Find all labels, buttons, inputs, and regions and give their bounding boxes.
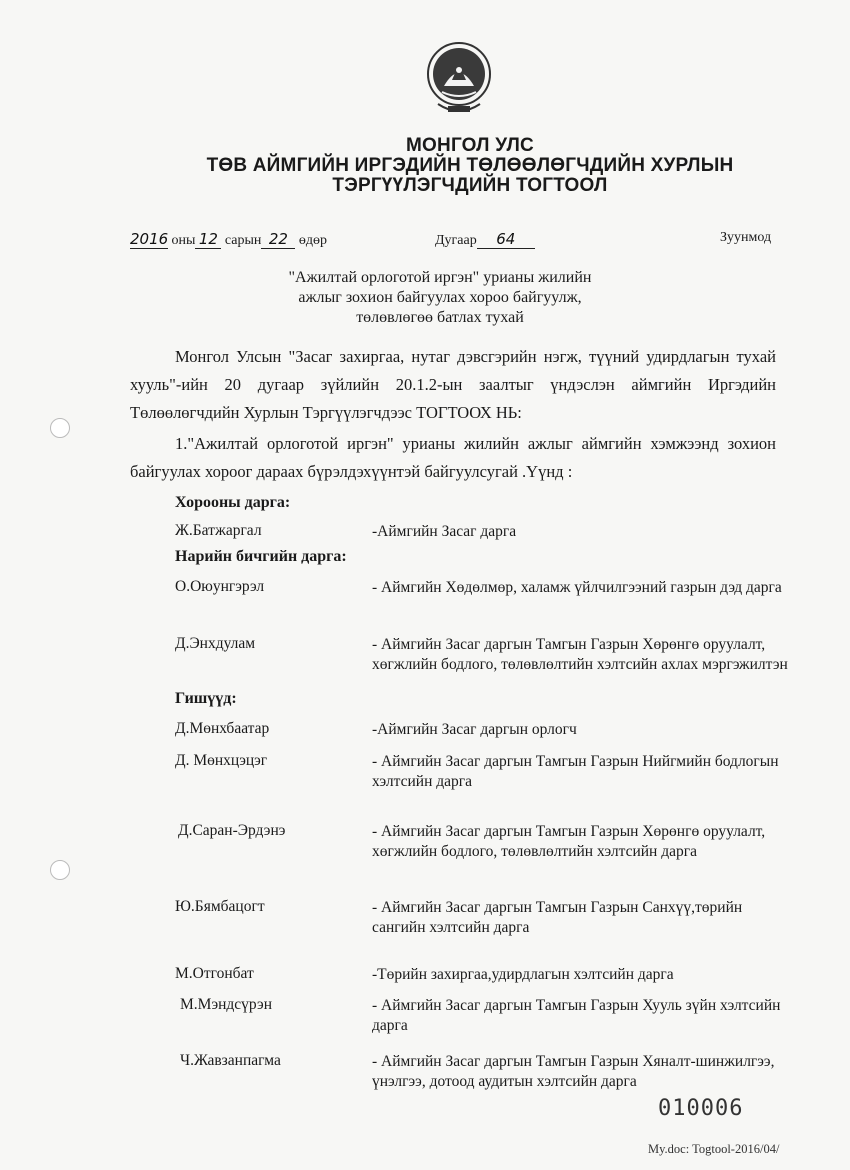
member-position: - Аймгийн Засаг даргын Тамгын Газрын Нийгмийн бодлогын хэлтсийн дарга	[372, 753, 779, 790]
member-name: О.Оюунгэрэл	[175, 578, 265, 595]
state-emblem-icon	[424, 40, 494, 120]
member-position: - Аймгийн Засаг даргын Тамгын Газрын Хууль зүйн хэлтсийн дарга	[372, 997, 781, 1034]
footer-file-reference: My.doc: Togtool-2016/04/	[648, 1142, 780, 1156]
member-position: -Аймгийн Засаг даргын орлогч	[372, 721, 577, 738]
header-document-type: ТЭРГҮҮЛЭГЧДИЙН ТОГТООЛ	[332, 175, 608, 196]
member-position: - Аймгийн Засаг даргын Тамгын Газрын Хөрөнгө оруулалт, хөгжлийн бодлого, төлөвлөлтийн хэлтсийн дарга	[372, 823, 766, 860]
punch-hole	[50, 418, 70, 438]
number-label: Дугаар	[435, 233, 477, 248]
date-month-suffix: сарын	[221, 233, 262, 248]
role-chair: Хорооны дарга:	[175, 494, 291, 511]
date-month: 12	[195, 230, 221, 249]
subject-line-2: ажлыг зохион байгуулах хороо байгуулж,	[298, 289, 582, 306]
member-name: Д.Мөнхбаатар	[175, 720, 270, 737]
punch-hole	[50, 860, 70, 880]
member-name: Ю.Бямбацогт	[175, 898, 265, 915]
member-position: -Төрийн захиргаа,удирдлагын хэлтсийн дарга	[372, 966, 674, 983]
member-name: Д.Саран-Эрдэнэ	[178, 822, 286, 839]
date-day: 22	[261, 230, 295, 249]
member-name: Ж.Батжаргал	[175, 522, 262, 539]
header-country: МОНГОЛ УЛС	[406, 135, 534, 156]
member-position: -Аймгийн Засаг дарга	[372, 523, 517, 540]
role-secretary: Нарийн бичгийн дарга:	[175, 548, 347, 565]
date-year: 2016	[130, 230, 169, 248]
subject-line-3: төлөвлөгөө батлах тухай	[356, 309, 524, 326]
number-value: 64	[477, 230, 535, 249]
document-place: Зуунмод	[720, 230, 772, 245]
date-year-suffix: оны	[168, 233, 196, 248]
member-name: М.Отгонбат	[175, 965, 254, 982]
member-name: М.Мэндсүрэн	[180, 996, 272, 1013]
date-day-suffix: өдөр	[295, 233, 328, 248]
member-name: Ч.Жавзанпагма	[180, 1052, 281, 1069]
role-members: Гишүүд:	[175, 690, 237, 707]
member-position: - Аймгийн Хөдөлмөр, халамж үйлчилгээний газрын дэд дарга	[372, 579, 782, 596]
header-organization: ТӨВ АЙМГИЙН ИРГЭДИЙН ТӨЛӨӨЛӨГЧДИЙН ХУРЛЫН	[206, 155, 734, 176]
document-number	[435, 230, 535, 249]
serial-number: 010006	[658, 1096, 744, 1121]
member-name: Д.Энхдулам	[175, 635, 256, 652]
member-position: - Аймгийн Засаг даргын Тамгын Газрын Санхүү,төрийн сангийн хэлтсийн дарга	[372, 899, 743, 936]
subject-line-1: "Ажилтай орлоготой иргэн" урианы жилийн	[288, 269, 592, 286]
item-1-paragraph: 1."Ажилтай орлоготой иргэн" урианы жилийн ажлыг аймгийн хэмжээнд зохион байгуулах хороог дараах бүрэлдэхүүнтэй байгуулсугай .Үүнд :	[130, 434, 776, 481]
intro-paragraph: Монгол Улсын "Засаг захиргаа, нутаг дэвсгэрийн нэгж, түүний удирдлагын тухай хууль"-ийн 20 дугаар зүйлийн 20.1.2-ын заалтыг үндэслэн аймгийн Иргэдийн Төлөөлөгчдийн Хурлын Тэргүүлэгчдээс ТОГТООХ НЬ:	[130, 347, 776, 422]
member-name: Д. Мөнхцэцэг	[175, 752, 268, 769]
document-date	[130, 230, 327, 249]
member-position: - Аймгийн Засаг даргын Тамгын Газрын Хяналт-шинжилгээ, үнэлгээ, дотоод аудитын хэлтсийн дарга	[372, 1053, 775, 1090]
member-position: - Аймгийн Засаг даргын Тамгын Газрын Хөрөнгө оруулалт, хөгжлийн бодлого, төлөвлөлтийн хэлтсийн ахлах мэргэжилтэн	[372, 636, 788, 673]
